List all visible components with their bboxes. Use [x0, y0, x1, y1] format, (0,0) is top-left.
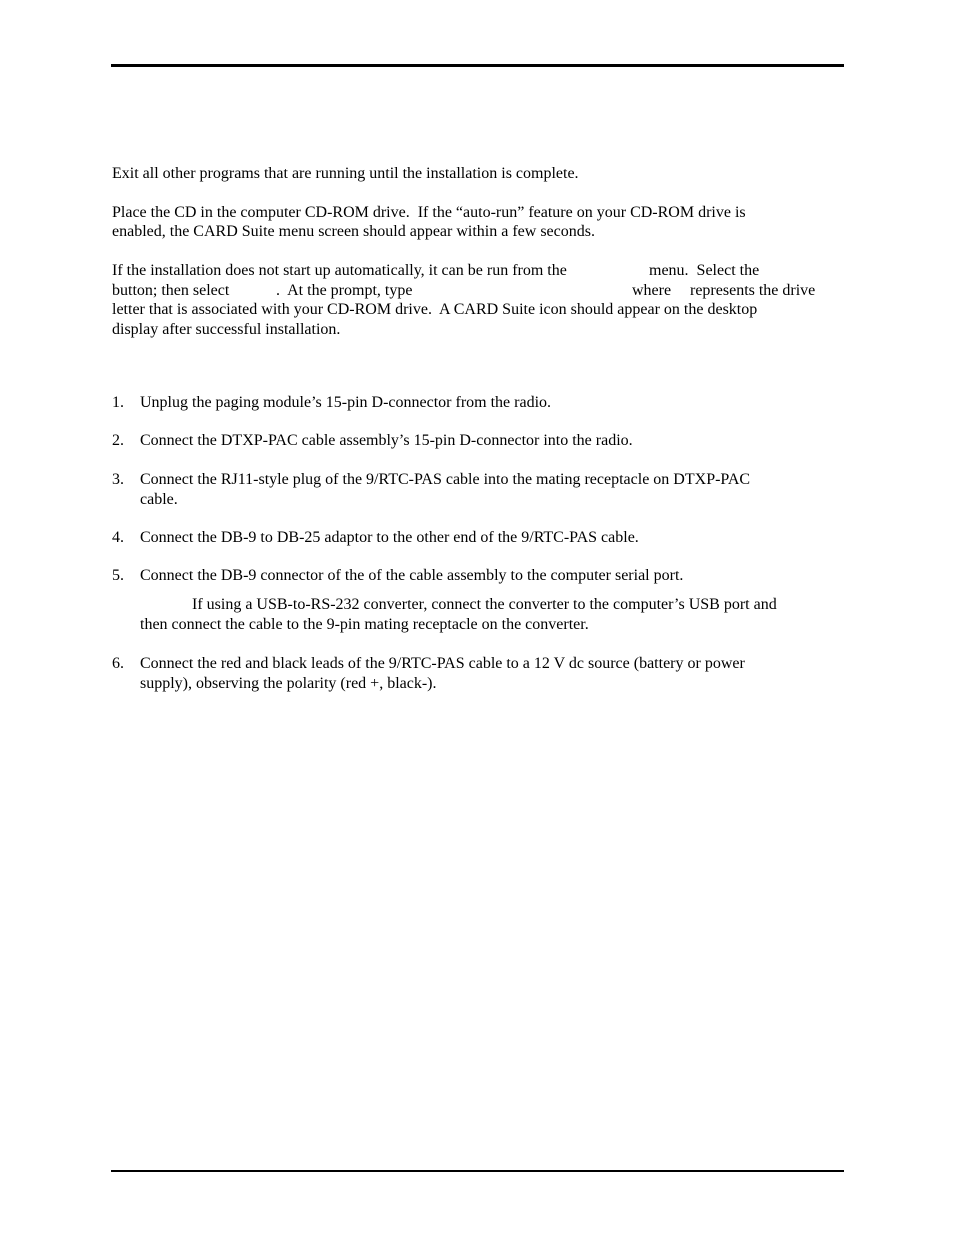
step-text: Connect the DB-9 connector of the of the cable assembly to the computer serial port. — [140, 567, 684, 584]
intro-paragraph-manual-run-line-2c: where — [632, 282, 672, 299]
step-text: Connect the DTXP-PAC cable assembly’s 15-pin D-connector into the radio. — [140, 432, 633, 449]
intro-paragraph-manual-run-line-1a: If the installation does not start up automatically, it can be run from the — [112, 262, 567, 279]
intro-paragraph-manual-run-line-3: letter that is associated with your CD-ROM drive. A CARD Suite icon should appear on the desktop — [112, 301, 758, 318]
step-text: Connect the RJ11-style plug of the 9/RTC-PAS cable into the mating receptacle on DTXP-PAC — [140, 471, 751, 488]
intro-paragraph-manual-run-line-2d: represents the drive — [690, 282, 816, 299]
step-number: 3. — [112, 471, 124, 488]
step-text: Connect the DB-9 to DB-25 adaptor to the other end of the 9/RTC-PAS cable. — [140, 529, 639, 546]
intro-paragraph-manual-run-line-2a: button; then select — [112, 282, 230, 299]
note-text-line-1: If using a USB-to-RS-232 converter, connect the converter to the computer’s USB port and — [192, 596, 777, 613]
step-text-continued: supply), observing the polarity (red +, black-). — [140, 675, 437, 692]
step-number: 5. — [112, 567, 124, 584]
step-number: 4. — [112, 529, 124, 546]
step-number: 2. — [112, 432, 124, 449]
intro-paragraph-manual-run-line-4: display after successful installation. — [112, 321, 341, 338]
note-text-line-2: then connect the cable to the 9-pin mating receptacle on the converter. — [140, 616, 589, 633]
intro-paragraph-manual-run-line-1b: menu. Select the — [649, 262, 760, 279]
step-text: Unplug the paging module’s 15-pin D-connector from the radio. — [140, 394, 552, 411]
intro-paragraph-place-cd-line-1: Place the CD in the computer CD-ROM drive. If the “auto-run” feature on your CD-ROM drive is — [112, 204, 746, 221]
step-number: 6. — [112, 655, 124, 672]
intro-paragraph-place-cd-line-2: enabled, the CARD Suite menu screen should appear within a few seconds. — [112, 223, 595, 240]
header-rule — [111, 64, 844, 67]
intro-paragraph-manual-run-line-2b: . At the prompt, type — [276, 282, 413, 299]
intro-paragraph-exit-programs: Exit all other programs that are running until the installation is complete. — [112, 165, 579, 182]
step-text: Connect the red and black leads of the 9/RTC-PAS cable to a 12 V dc source (battery or power — [140, 655, 745, 672]
step-text-continued: cable. — [140, 491, 178, 508]
step-number: 1. — [112, 394, 124, 411]
footer-rule — [111, 1170, 844, 1172]
